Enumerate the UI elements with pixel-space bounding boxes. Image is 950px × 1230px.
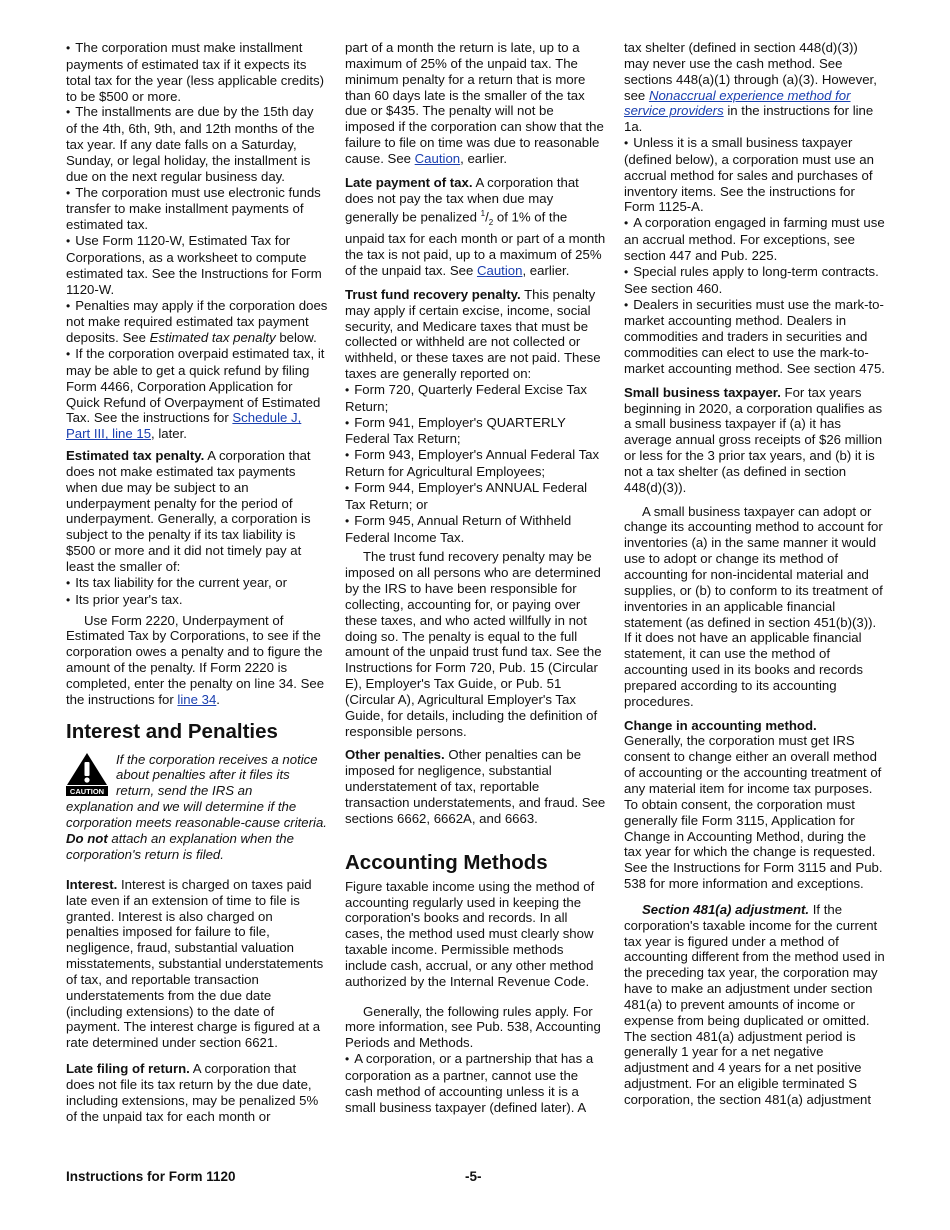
nonaccrual-experience-link[interactable]: Nonaccrual experience method for service providers (624, 87, 851, 119)
list-item: • If the corporation overpaid estimated tax, it may be able to get a quick refund by filing Form 4466, Corporation Application for Quick Refund of Overpayment of Estimated Tax. See the instructions for Schedule J, Part III, line 15, later. (66, 346, 328, 442)
list-item: • The installments are due by the 15th day of the 4th, 6th, 9th, and 12th months of the tax year. If any date falls on a Saturday, Sunday, or legal holiday, the installment is due on the next regular business day. (66, 104, 328, 184)
list-item: • Its prior year's tax. (66, 592, 328, 609)
change-method-paragraph: Generally, the corporation must get IRS consent to change either an overall method of accounting or the accounting treatment of any material item for income tax purposes. To obtain consent, the corporation must generally file Form 3115, Application for Change in Accounting Method, during the tax year for which the change is requested. See the Instructions for Form 3115 and Pub. 538 for more information and exceptions. (624, 733, 883, 892)
column-left (66, 40, 328, 1130)
list-item: • Penalties may apply if the corporation does not make required estimated tax payment deposits. See Estimated tax penalty below. (66, 298, 328, 347)
trust-fund-paragraph-2: The trust fund recovery penalty may be imposed on all persons who are determined by the IRS to have been responsible for collecting, accounting for, or paying over these taxes, and who acted willfully in not doing so. The penalty is equal to the full amount of the unpaid trust fund tax. See the Instructions for Form 720, Pub. 15 (Circular E), Employer's Tax Guide, or Pub. 51 (Circular A), Agricultural Employer's Tax Guide, for details, including the definition of responsible persons. (345, 549, 602, 739)
schedule-j-link[interactable]: Schedule J, Part III, line 15 (66, 410, 302, 442)
list-item: • Form 944, Employer's ANNUAL Federal Tax Return; or (345, 480, 607, 513)
list-item: • The corporation must make installment payments of estimated tax if it expects its total tax for the year (less applicable credits) to be $500 or more. (66, 40, 328, 104)
page-number: -5- (465, 1169, 482, 1184)
late-filing-heading: Late filing of return. (66, 1061, 190, 1077)
column-middle (345, 40, 607, 1116)
list-item: • Form 720, Quarterly Federal Excise Tax Return; (345, 382, 607, 415)
list-item: • Unless it is a small business taxpayer (defined below), a corporation must use an accrual method for sales and purchases of inventory items. See the instructions for Form 1125-A. (624, 135, 886, 215)
other-penalties-paragraph: Other penalties. Other penalties can be imposed for negligence, substantial understatement of tax, reportable transaction understatements, and fraud. See sections 6662, 6662A, and 6663. (345, 747, 606, 826)
small-business-heading: Small business taxpayer. (624, 384, 781, 400)
late-payment-heading: Late payment of tax. (345, 174, 473, 190)
list-item: • Form 943, Employer's Annual Federal Tax Return for Agricultural Employees; (345, 447, 607, 480)
list-item: • Dealers in securities must use the mark-to-market accounting method. Dealers in commodities and traders in securities and commodities can elect to use the mark-to-market accounting method. See section 475. (624, 297, 886, 377)
small-business-paragraph: Small business taxpayer. For tax years beginning in 2020, a corporation qualifies as a small business taxpayer if (a) it has average annual gross receipts of $26 million or less for the 3 prior tax years, and (b) it is not a tax shelter (as defined in section 448(d)(3)). (624, 384, 883, 495)
list-item: • Use Form 1120-W, Estimated Tax for Corporations, as a worksheet to compute estimated tax. See the Instructions for Form 1120-W. (66, 233, 328, 297)
accounting-methods-paragraph: Figure taxable income using the method of accounting regularly used in keeping the corporation's books and records. In all cases, the method used must clearly show taxable income. Permissible methods include cash, accrual, or any other method authorized by the Internal Revenue Code. (345, 878, 595, 989)
list-item: • The corporation must use electronic funds transfer to make installment payments of estimated tax. (66, 185, 328, 234)
section-481-heading: Section 481(a) adjustment. (642, 901, 810, 917)
small-business-paragraph-2: A small business taxpayer can adopt or change its accounting method to account for inventories (a) in the same manner it would use to adopt or change its method of accounting for non-incidental material and supplies, or (b) to conform to its treatment of inventories in an applicable financial statement (as defined in section 451(b)(3)). If it does not have an applicable financial statement, it can use the method of accounting used in its books and records prepared according to its accounting procedures. (624, 503, 883, 709)
section-481-paragraph: Section 481(a) adjustment. If the corporation's taxable income for the current tax year is figured under a method of accounting different from the method used in the preceding tax year, the corporation may have to make an adjustment under section 481(a) to prevent amounts of income or expense from being duplicated or omitted. The section 481(a) adjustment period is generally 1 year for a net negative adjustment and 4 years for a net positive adjustment. For an eligible terminated S corporation, the section 481(a) adjustment (624, 901, 885, 1107)
list-item: • Special rules apply to long-term contracts. See section 460. (624, 264, 886, 297)
heading-accounting-methods: Accounting Methods (345, 850, 548, 874)
interest-paragraph: Interest. Interest is charged on taxes paid late even if an extension of time to file is granted. Interest is also charged on penalties imposed for failure to file, negligence, fraud, substantial valuation misstatements, substantial understatements of tax, and reportable transaction understatements from the due date (including extensions) to the date of payment. The interest charge is figured at a rate determined under section 6621. (66, 876, 324, 1051)
estimated-tax-penalty-heading: Estimated tax penalty. (66, 448, 205, 464)
trust-fund-paragraph: Trust fund recovery penalty. This penalty may apply if certain excise, income, social security, and Medicare taxes that must be collected or withheld are not collected or withheld, or these taxes are not paid. These taxes are generally reported on: (345, 286, 601, 382)
late-filing-continued: part of a month the return is late, up to a maximum of 25% of the unpaid tax. The minimum penalty for a return that is more than 60 days late is the smaller of the tax due or $435. The penalty will not be imposed if the corporation can show that the failure to file on time was due to reasonable cause. See Caution, earlier. (345, 40, 604, 166)
line-34-link[interactable]: line 34 (177, 691, 217, 707)
list-item: • Form 941, Employer's QUARTERLY Federal Tax Return; (345, 415, 607, 448)
accounting-rules-paragraph: Generally, the following rules apply. For more information, see Pub. 538, Accounting Periods and Methods. (345, 1003, 601, 1051)
list-item: • A corporation, or a partnership that has a corporation as a partner, cannot use the cash method of accounting unless it is a small business taxpayer (defined later). A (345, 1051, 607, 1115)
caution-text: If the corporation receives a notice about penalties after it files its return, send the IRS an (116, 751, 318, 799)
list-item: • A corporation engaged in farming must use an accrual method. For exceptions, see section 447 and Pub. 225. (624, 215, 886, 264)
other-penalties-heading: Other penalties. (345, 747, 445, 763)
late-payment-paragraph: Late payment of tax. A corporation that does not pay the tax when due may generally be penalized $^1/_2$ of 1% of the unpaid tax for each month or part of a month the tax is not paid, up to a maximum of 25% of the unpaid tax. See Caution, earlier. (345, 174, 606, 278)
caution-icon (66, 752, 110, 800)
interest-heading: Interest. (66, 876, 118, 892)
footer-form-title: Instructions for Form 1120 (66, 1169, 236, 1184)
caution-link[interactable]: Caution (414, 150, 461, 166)
change-method-heading: Change in accounting method. (624, 717, 817, 733)
form-2220-paragraph: Use Form 2220, Underpayment of Estimated Tax by Corporations, to see if the corporation owes a penalty and to figure the amount of the penalty. If Form 2220 is completed, enter the penalty on line 34. See the instructions for line 34. (66, 612, 325, 707)
trust-fund-heading: Trust fund recovery penalty. (345, 286, 521, 302)
tax-shelter-paragraph: tax shelter (defined in section 448(d)(3)) may never use the cash method. See sections 448(a)(1) through (a)(3). However, see Nonaccrual experience method for service providers in the instructions for line 1a. (624, 40, 877, 135)
list-item: • Form 945, Annual Return of Withheld Federal Income Tax. (345, 513, 607, 546)
late-filing-paragraph: Late filing of return. A corporation that does not file its tax return by the due date, including extensions, may be penalized 5% of the unpaid tax for each month or (66, 1061, 319, 1124)
caution-text-continued: explanation and we will determine if the corporation meets reasonable-cause criteria. Do not attach an explanation when the corporation's return is filed. (66, 799, 327, 862)
column-right (624, 40, 886, 1114)
caution-label: CAUTION (69, 786, 105, 796)
caution-link[interactable]: Caution (476, 263, 523, 278)
estimated-tax-penalty-paragraph: Estimated tax penalty. A corporation that does not make estimated tax payments when due may be subject to an underpayment penalty for the period of underpayment. Generally, a corporation is subject to the penalty if its tax liability is $500 or more and it did not timely pay at least the smaller of: (66, 448, 311, 574)
change-method-heading-line (624, 718, 886, 734)
list-item: • Its tax liability for the current year, or (66, 575, 328, 592)
caution-block (66, 752, 328, 800)
heading-interest-and-penalties: Interest and Penalties (66, 719, 278, 743)
